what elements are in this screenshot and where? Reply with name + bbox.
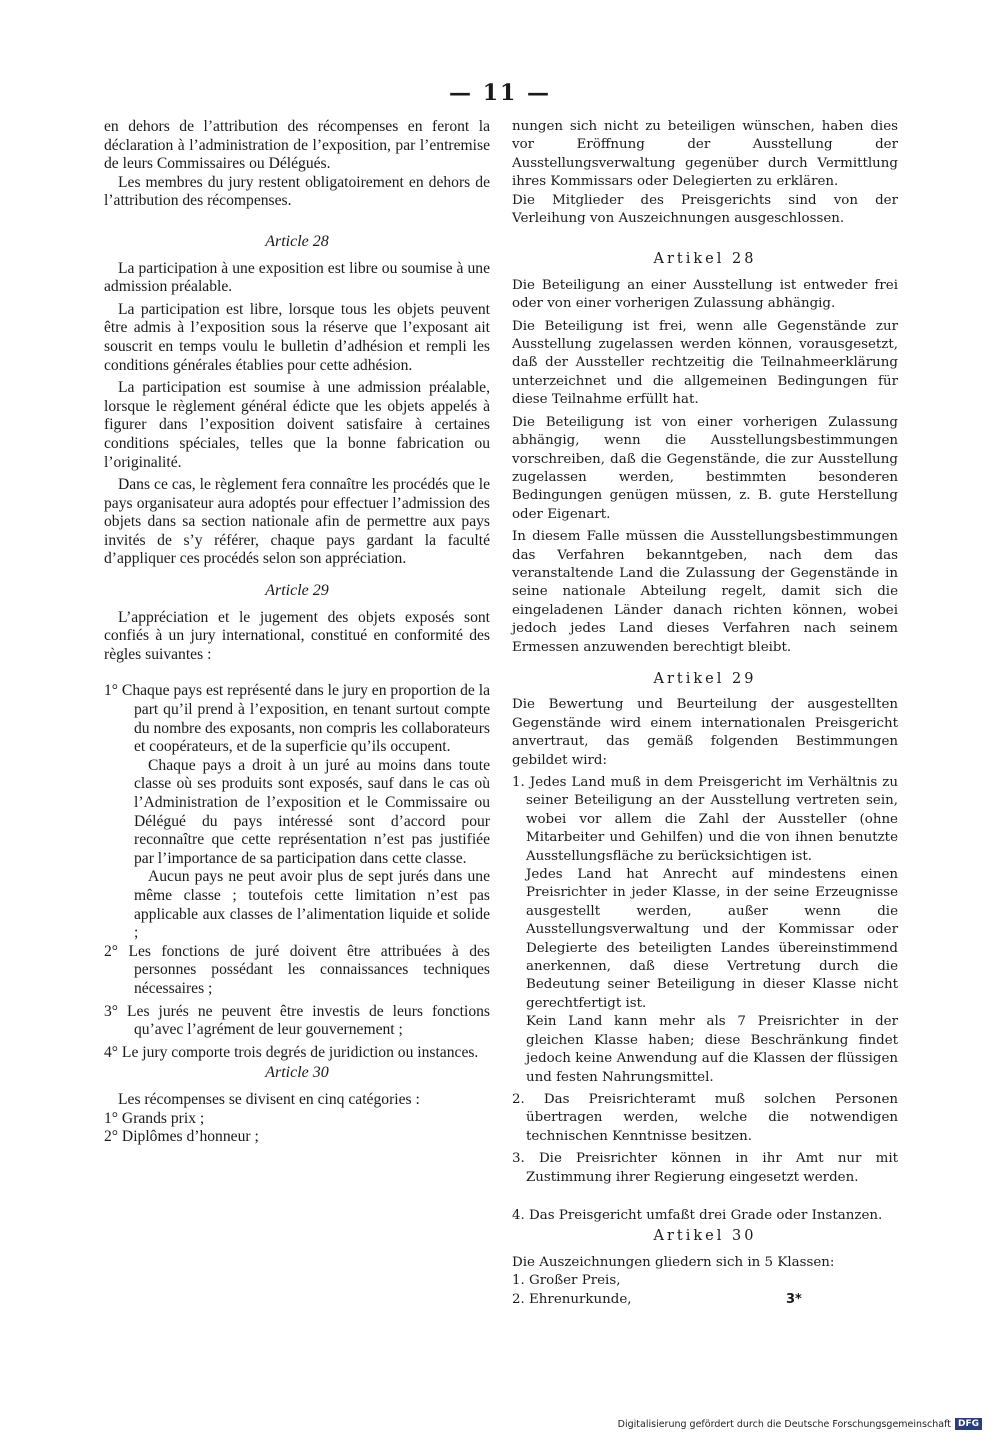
list-item: 1° Grands prix ; xyxy=(104,1109,205,1127)
dfg-logo-icon: DFG xyxy=(955,1418,982,1430)
list-item: 1. Großer Preis, xyxy=(512,1273,621,1289)
list-item: 2° Les fonctions de juré doivent être attribuées à des personnes possédant les connaissances techniques nécessaires ; xyxy=(104,942,490,997)
list-item-continuation: Chaque pays a droit à un juré au moins dans toute classe où ses produits sont exposés, sauf dans le cas où l’Administration de l’exposition et le Commissaire ou Délégué du pays intéressé sont d’accord pour reconnaître que cette représentation n’est pas justifiée par l’importance de sa participation dans cette classe. xyxy=(134,756,490,867)
paragraph: In diesem Falle müssen die Ausstellungsbestimmungen das Verfahren bekanntgeben, nach dem das veranstaltende Land die Zulassung der Gegenstände in seine nationale Abteilung regelt, damit sich die eingeladenen Länder danach richten können, wobei jedoch jedes Land dieses Verfahren nach seinem Ermessen anzuwenden berechtigt bleibt. xyxy=(512,529,898,655)
paragraph: Les membres du jury restent obligatoirement en dehors de l’attribution des récompenses. xyxy=(104,173,490,210)
list-item-continuation: Aucun pays ne peut avoir plus de sept jurés dans une même classe ; toutefois cette limitation n’est pas applicable aux classes de l’alimentation liquide et solide ; xyxy=(134,868,490,942)
paragraph: Die Mitglieder des Preisgerichts sind von der Verleihung von Auszeichnungen ausgeschlossen. xyxy=(512,192,898,227)
list-item-continuation: Kein Land kann mehr als 7 Preisrichter in der gleichen Klasse haben; diese Beschränkung findet jedoch keine Anwendung auf die Klassen der flüssigen und festen Nahrungsmittel. xyxy=(526,1014,898,1085)
paragraph: Les récompenses se divisent en cinq catégories : xyxy=(118,1090,420,1108)
paragraph: La participation à une exposition est libre ou soumise à une admission préalable. xyxy=(104,259,490,296)
paragraph: Die Beteiligung an einer Ausstellung ist entweder frei oder von einer vorherigen Zulassung abhängig. xyxy=(512,277,898,312)
paragraph: Die Beteiligung ist frei, wenn alle Gegenstände zur Ausstellung zugelassen werden können, vorausgesetzt, daß der Aussteller rechtzeitig die Teilnahmeerklärung unterzeichnet und die allgemeinen Bedingungen für diese Teilnahme erfüllt hat. xyxy=(512,318,898,408)
list-item: 4° Le jury comporte trois degrés de juridiction ou instances. xyxy=(104,1043,479,1061)
artikel-28-heading: Artikel 28 xyxy=(653,251,757,268)
paragraph: Die Bewertung und Beurteilung der ausgestellten Gegenstände wird einem internationalen Preisgericht anvertraut, das gemäß folgenden Bestimmungen gebildet wird: xyxy=(512,697,898,768)
list-item: 2. Ehrenurkunde, xyxy=(512,1291,632,1307)
list-item-continuation: Jedes Land hat Anrecht auf mindestens einen Preisrichter in jeder Klasse, in der seine Erzeugnisse ausgestellt werden, außer wenn die Ausstellungsverwaltung und der Kommissar oder Delegierte des beteiligten Landes übereinstimmend anerkennen, daß diese Vertretung durch die Bedeutung seiner Beteiligung in dieser Klasse nicht gerechtfertigt ist. xyxy=(526,867,898,1011)
article-28-heading: Article 28 xyxy=(265,232,329,250)
paragraph: nungen sich nicht zu beteiligen wünschen, haben dies vor Eröffnung der Ausstellung der Ausstellungsverwaltung gegenüber durch Vermittlung ihres Kommissars oder Delegierten zu erklären. xyxy=(512,119,898,190)
paragraph: La participation est soumise à une admission préalable, lorsque le règlement général édicte que les objets appelés à figurer dans l’exposition doivent satisfaire à certaines conditions spéciales, telles que la bonne fabrication ou l’originalité. xyxy=(104,379,490,471)
artikel-29-heading: Artikel 29 xyxy=(653,670,757,687)
paragraph: La participation est libre, lorsque tous les objets peuvent être admis à l’exposition sous la réserve que l’exposant ait souscrit en temps voulu le bulletin d’adhésion et rempli les conditions générales établies pour cette adhésion. xyxy=(104,300,490,374)
paragraph: Die Auszeichnungen gliedern sich in 5 Klassen: xyxy=(512,1254,835,1270)
list-item: 1. Jedes Land muß in dem Preisgericht im Verhältnis zu seiner Beteiligung an der Ausstellung vertreten sein, wobei vor allem die Zahl der Aussteller (ohne Mitarbeiter und Gehilfen) und die von ihnen benutzte Ausstellungsfläche zu berücksichtigen ist. xyxy=(512,775,898,864)
list-item: 1° Chaque pays est représenté dans le jury en proportion de la part qu’il prend à l’exposition, en tenant surtout compte du nombre des exposants, non compris les collaborateurs et coopérateurs, et de la superficie qu’ils occupent. xyxy=(104,682,490,756)
footer xyxy=(618,1418,982,1430)
artikel-30-heading: Artikel 30 xyxy=(653,1228,757,1245)
paragraph: Dans ce cas, le règlement fera connaître les procédés que le pays organisateur aura adoptés pour effectuer l’admission des objets dans sa section nationale afin de permettre aux pays invités de s’y référer, chaque pays gardant la faculté d’appliquer ces procédés selon son appréciation. xyxy=(104,476,490,568)
page-number: — 11 — xyxy=(449,80,551,106)
article-29-heading: Article 29 xyxy=(265,582,329,600)
paragraph: Die Beteiligung ist von einer vorherigen Zulassung abhängig, wenn die Ausstellungsbestimmungen vorschreiben, daß die Gegenstände, die zur Ausstellung zugelassen werden, bestimmten besonderen Bedingungen genügen müssen, z. B. gute Herstellung oder Eigenart. xyxy=(512,414,898,522)
footer-text: Digitalisierung gefördert durch die Deutsche Forschungsgemeinschaft xyxy=(617,1418,951,1430)
paragraph: en dehors de l’attribution des récompenses en feront la déclaration à l’administration de l’exposition, par l’entremise de leurs Commissaires ou Délégués. xyxy=(104,118,490,173)
signature-mark: 3* xyxy=(786,1292,802,1307)
article-30-heading: Article 30 xyxy=(265,1064,329,1082)
list-item: 4. Das Preisgericht umfaßt drei Grade oder Instanzen. xyxy=(512,1207,883,1223)
german-column xyxy=(512,118,898,1309)
paragraph: L’appréciation et le jugement des objets exposés sont confiés à un jury international, constitué en conformité des règles suivantes : xyxy=(104,608,490,663)
french-column xyxy=(104,118,490,1147)
list-item: 2. Das Preisrichteramt muß solchen Personen übertragen werden, welche die notwendigen technischen Kenntnisse besitzen. xyxy=(512,1091,898,1144)
list-item: 3° Les jurés ne peuvent être investis de leurs fonctions qu’avec l’agrément de leur gouvernement ; xyxy=(104,1002,490,1039)
list-item: 3. Die Preisrichter können in ihr Amt nur mit Zustimmung ihrer Regierung eingesetzt werden. xyxy=(512,1151,898,1185)
list-item: 2° Diplômes d’honneur ; xyxy=(104,1128,259,1146)
